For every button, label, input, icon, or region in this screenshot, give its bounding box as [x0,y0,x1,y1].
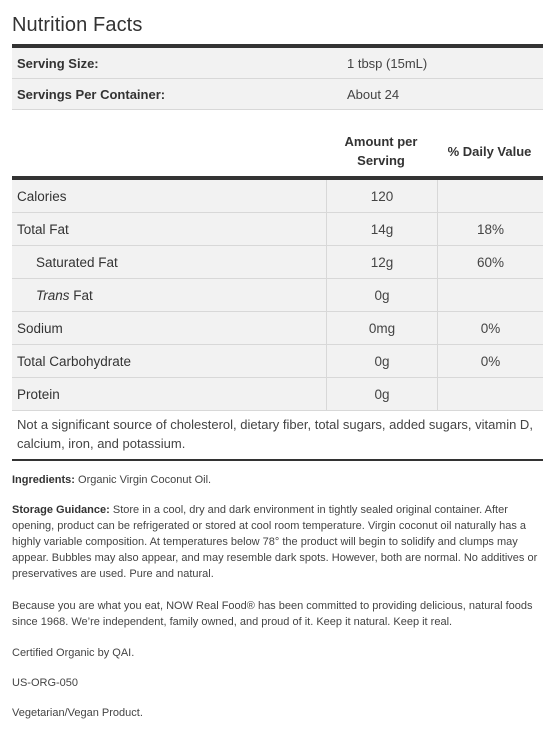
nutrients-header [12,126,543,176]
daily-value-header: % Daily Value [447,143,532,159]
nutrient-amount: 120 [326,180,438,212]
nutrition-facts-title: Nutrition Facts [12,14,143,36]
product-code: US-ORG-050 [12,677,79,689]
nutrient-amount: 12g [326,246,438,278]
serving-size-value: 1 tbsp (15mL) [347,55,428,71]
nutrient-name: Total Fat [17,221,69,237]
nutrient-row-sodium [12,312,543,345]
nutrients-table [12,126,543,461]
nutrient-dv: 18% [476,221,505,237]
nutrient-row-total-fat [12,213,543,246]
about-paragraph: Because you are what you eat, NOW Real Food® has been committed to providing delicious, natural foods since 1968. We’re independent, family owned, and proud of it. Keep it natural. Keep it real. [12,600,533,628]
storage-label: Storage Guidance: [12,504,110,516]
serving-size-row [12,48,543,79]
nutrient-dv: 0% [480,320,501,336]
nutrient-amount: 14g [326,213,438,245]
ingredients-label: Ingredients: [12,474,75,486]
nutrient-amount: 0g [326,279,438,311]
nutrition-footnote: Not a significant source of cholesterol, dietary fiber, total sugars, added sugars, vitamin D, calcium, iron, and potassium. [12,411,543,461]
ingredients-text: Organic Virgin Coconut Oil. [74,474,212,486]
nutrient-dv: 60% [476,254,505,270]
vegan-text: Vegetarian/Vegan Product. [12,707,143,719]
nutrient-row-trans-fat [12,279,543,312]
nutrient-amount: 0g [326,378,438,410]
nutrient-row-protein [12,378,543,411]
nutrient-name: Total Carbohydrate [17,353,132,369]
nutrient-name: Protein [17,386,60,402]
servings-per-container-row [12,79,543,110]
nutrient-name: Sodium [17,320,63,336]
nutrient-name: Trans Fat [36,287,93,303]
nutrient-name: Saturated Fat [36,254,118,270]
nutrient-amount: 0mg [326,312,438,344]
nutrient-dv: 0% [480,353,501,369]
storage-paragraph [12,502,546,582]
ingredients-paragraph [12,472,546,488]
nutrient-row-calories [12,180,543,213]
nutrient-row-total-carbohydrate [12,345,543,378]
amount-per-serving-header: Amount per Serving [344,134,418,168]
nutrient-row-saturated-fat [12,246,543,279]
storage-text: Store in a cool, dry and dark environment in tightly sealed original container. After opening, product can be refrigerated or stored at cool room temperature. Virgin coconut oil naturally has a highly variable composition. At temperatures below 78° the product will begin to solidify and clumps may appear. Bubbles may also appear, and may resemble dark spots. However, both are normal. No additives or preservatives are used. Pure and natural. [12,504,538,580]
nutrient-amount: 0g [326,345,438,377]
nutrient-name: Calories [17,188,67,204]
serving-table [12,48,543,110]
certified-text: Certified Organic by QAI. [12,647,135,659]
serving-size-label: Serving Size: [17,55,99,71]
servings-per-container-label: Servings Per Container: [17,86,166,102]
servings-per-container-value: About 24 [347,86,400,102]
